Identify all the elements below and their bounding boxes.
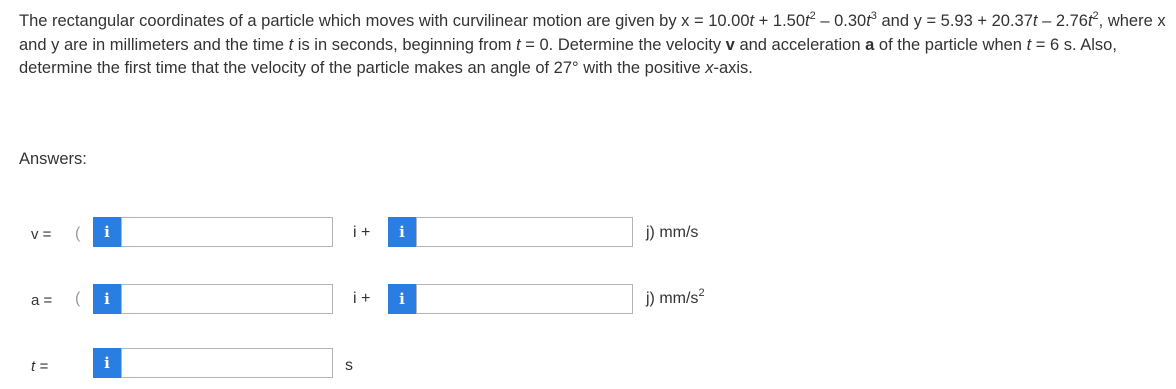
acceleration-i-unit: i + bbox=[353, 290, 371, 307]
problem-text: of the particle when bbox=[874, 35, 1027, 54]
problem-var-a: a bbox=[865, 35, 875, 54]
problem-var-x: x bbox=[705, 59, 714, 77]
time-label-text: t = bbox=[31, 358, 49, 375]
problem-var-t: t bbox=[866, 12, 871, 30]
problem-var-t: t bbox=[1087, 12, 1093, 30]
velocity-j-unit: j) mm/s bbox=[646, 224, 699, 241]
problem-text: -axis. bbox=[713, 59, 753, 77]
problem-text: , where x and y are in millimeters and the time bbox=[19, 12, 1166, 54]
acceleration-i-input[interactable] bbox=[121, 284, 333, 314]
problem-text: and acceleration bbox=[734, 35, 866, 54]
problem-exponent: 3 bbox=[870, 9, 877, 22]
acceleration-j-unit: j) mm/s bbox=[646, 290, 699, 307]
problem-var-t: t bbox=[288, 35, 294, 54]
velocity-j-input[interactable] bbox=[416, 217, 633, 247]
acceleration-unit-exponent: 2 bbox=[698, 286, 705, 299]
velocity-open-paren: ( bbox=[75, 225, 81, 242]
problem-var-t: t bbox=[749, 12, 755, 30]
info-icon-glyph: i bbox=[399, 290, 405, 308]
problem-exponent: 2 bbox=[809, 9, 816, 22]
acceleration-open-paren: ( bbox=[75, 290, 81, 307]
problem-text: = 6 s. Also, determine the first time that the velocity of the particle makes an angle of 27° with the positive bbox=[19, 35, 1117, 77]
info-icon-glyph: i bbox=[104, 223, 110, 241]
time-label bbox=[31, 358, 48, 375]
info-icon[interactable] bbox=[93, 284, 121, 314]
acceleration-label: a = bbox=[31, 292, 53, 309]
problem-text: – 0.30 bbox=[815, 12, 867, 30]
acceleration-j-input[interactable] bbox=[416, 284, 633, 314]
velocity-label: v = bbox=[31, 226, 52, 243]
velocity-i-unit: i + bbox=[353, 224, 371, 241]
info-icon[interactable] bbox=[93, 217, 121, 247]
problem-text: – 2.76 bbox=[1037, 12, 1088, 30]
problem-text: and y = 5.93 + 20.37 bbox=[876, 12, 1033, 30]
problem-text: The rectangular coordinates of a particle which moves with curvilinear motion are given by x = 10.00 bbox=[19, 12, 750, 30]
info-icon-glyph: i bbox=[104, 354, 110, 372]
problem-text: is in seconds, beginning from bbox=[293, 35, 517, 54]
info-icon[interactable] bbox=[93, 348, 121, 378]
problem-var-t: t bbox=[1032, 12, 1038, 30]
info-icon-glyph: i bbox=[104, 290, 110, 308]
info-icon[interactable] bbox=[388, 284, 416, 314]
problem-text: + 1.50 bbox=[754, 12, 806, 30]
problem-exponent: 2 bbox=[1092, 9, 1099, 22]
problem-text: = 0. Determine the velocity bbox=[520, 35, 726, 54]
problem-var-t: t bbox=[805, 12, 810, 30]
info-icon-glyph: i bbox=[399, 223, 405, 241]
time-input[interactable] bbox=[121, 348, 333, 378]
answers-heading: Answers: bbox=[19, 150, 87, 168]
problem-var-v: v bbox=[725, 35, 735, 54]
problem-var-t: t bbox=[516, 35, 521, 54]
acceleration-j-unit-wrapper bbox=[646, 286, 705, 308]
problem-var-t: t bbox=[1026, 35, 1032, 54]
problem-statement bbox=[19, 10, 1174, 81]
velocity-i-input[interactable] bbox=[121, 217, 333, 247]
time-unit: s bbox=[345, 357, 353, 374]
info-icon[interactable] bbox=[388, 217, 416, 247]
